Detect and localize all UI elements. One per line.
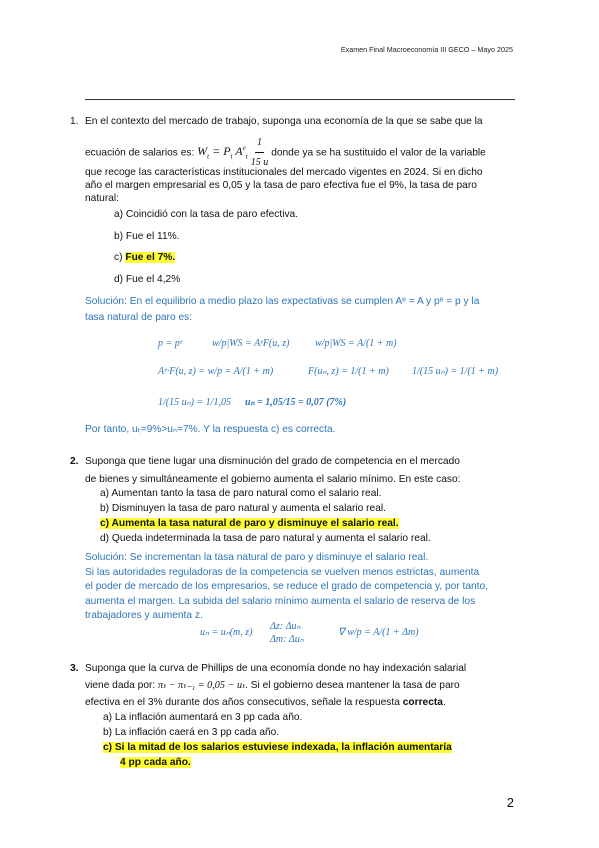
q3-option-a: a) La inflación aumentará en 3 pp cada año.	[103, 712, 303, 723]
highlighted-answer: c) Aumenta la tasa natural de paro y disminuye el salario real.	[100, 518, 399, 529]
q1-line: En el contexto del mercado de trabajo, suponga una economía de la que se sabe que la	[85, 116, 483, 127]
question-1	[70, 112, 515, 131]
q3-formula-line: viene dada por: πₜ − πₜ₋₁ = 0,05 − uₜ. Si el gobierno desea mantener la tasa de paro	[85, 680, 460, 691]
eq-equilibrium: Aᵉ·F(u, z) = w/p = A/(1 + m)	[158, 366, 274, 377]
q1-option-a: a) Coincidió con la tasa de paro efectiva.	[114, 209, 299, 220]
q2-option-d: d) Queda indeterminada la tasa de paro natural y aumenta el salario real.	[100, 533, 431, 544]
q2-solution: Solución: Se incrementan la tasa natural de paro y disminuye el salario real. Si las autoridades reguladoras de la competencia se vuelven menos estrictas, aumenta el poder de mercado de los empresarios, se reduce el grado de competencia y, por tanto, aumenta el margen. La subida del salario mínimo aumenta el salario de reserva de los trabajadores y aumenta z.	[85, 552, 489, 622]
eq-natural-rate: uₙ = uₙ(m, z)	[200, 627, 253, 638]
q1-solution: Solución: En el equilibrio a medio plazo las expectativas se cumplen Aᵉ = A y pᵉ = p y la tasa natural de paro es:	[85, 296, 480, 323]
phillips-curve: πₜ − πₜ₋₁ = 0,05 − uₜ	[158, 680, 246, 691]
q2-line: Suponga que tiene lugar una disminución del grado de competencia en el mercado	[85, 456, 460, 467]
question-2	[70, 452, 515, 471]
eq-effects: Δz: Δuₙ Δm: Δuₙ	[270, 621, 304, 645]
eq-fn: F(uₙ, z) = 1/(1 + m)	[308, 366, 389, 377]
q2-option-b: b) Disminuyen la tasa de paro natural y aumenta el salario real.	[100, 503, 386, 514]
q3-line: Suponga que la curva de Phillips de una economía donde no hay indexación salarial	[85, 663, 467, 674]
q1-conclusion: Por tanto, uₜ=9%>uₙ=7%. Y la respuesta c) es correcta.	[85, 424, 336, 435]
q1-text: donde ya se ha sustituido el valor de la variable	[271, 147, 486, 159]
page-number: 2	[506, 795, 514, 810]
highlighted-answer: Fue el 7%.	[125, 252, 176, 263]
highlighted-answer: c) Si la mitad de los salarios estuviese indexada, la inflación aumentaría	[103, 742, 452, 753]
eq-result: uₙ = 1,05/15 = 0,07 (7%)	[245, 397, 347, 408]
eq-price-setting: w/p|WS = A/(1 + m)	[315, 338, 397, 349]
q1-line: que recoge las características institucionales del mercado vigentes en 2024. Si en dicho	[85, 167, 483, 178]
q1-text: ecuación de salarios es:	[85, 147, 195, 159]
header-rule	[85, 99, 515, 100]
q2-option-a: a) Aumentan tanto la tasa de paro natural como el salario real.	[100, 488, 382, 499]
eq-numeric: 1/(15 uₙ) = 1/1,05	[158, 397, 231, 408]
q2-option-c	[100, 516, 431, 531]
q3-option-c	[103, 740, 452, 755]
eq-expectations: p = pᵉ	[158, 338, 183, 349]
q1-option-d: d) Fue el 4,2%	[114, 274, 181, 285]
q2-line: de bienes y simultáneamente el gobierno aumenta el salario mínimo. En este caso:	[85, 474, 461, 485]
eq-real-wage: ∇ w/p = A/(1 + Δm)	[338, 627, 419, 638]
q1-option-b: b) Fue el 11%.	[114, 231, 180, 242]
q3-options	[103, 710, 452, 770]
eq-fn-sub: 1/(15 uₙ) = 1/(1 + m)	[412, 366, 499, 377]
q1-line: año el margen empresarial es 0,05 y la tasa de paro efectiva fue el 9%, la tasa de paro	[85, 180, 477, 191]
question-number: 3.	[70, 663, 79, 674]
wage-equation: $W_t = P_t$ $A^e_t$ $\frac{1}{15 u}$	[197, 144, 271, 158]
q2-options	[100, 486, 431, 546]
q3-option-b: b) La inflación caerá en 3 pp cada año.	[103, 727, 280, 738]
eq-wage-setting: w/p|WS = AᵉF(u, z)	[212, 338, 290, 349]
page-header: Examen Final Macroeconomía III GECO – Mayo 2025	[340, 45, 513, 54]
q1-line: natural:	[85, 193, 119, 204]
question-number: 2.	[70, 456, 79, 467]
q3-line: efectiva en el 3% durante dos años consecutivos, señale la respuesta correcta.	[85, 697, 446, 708]
q1-option-c: c) Fue el 7%.	[114, 252, 176, 263]
q3-option-c-cont: 4 pp cada año.	[120, 757, 191, 768]
question-number: 1.	[70, 116, 79, 127]
